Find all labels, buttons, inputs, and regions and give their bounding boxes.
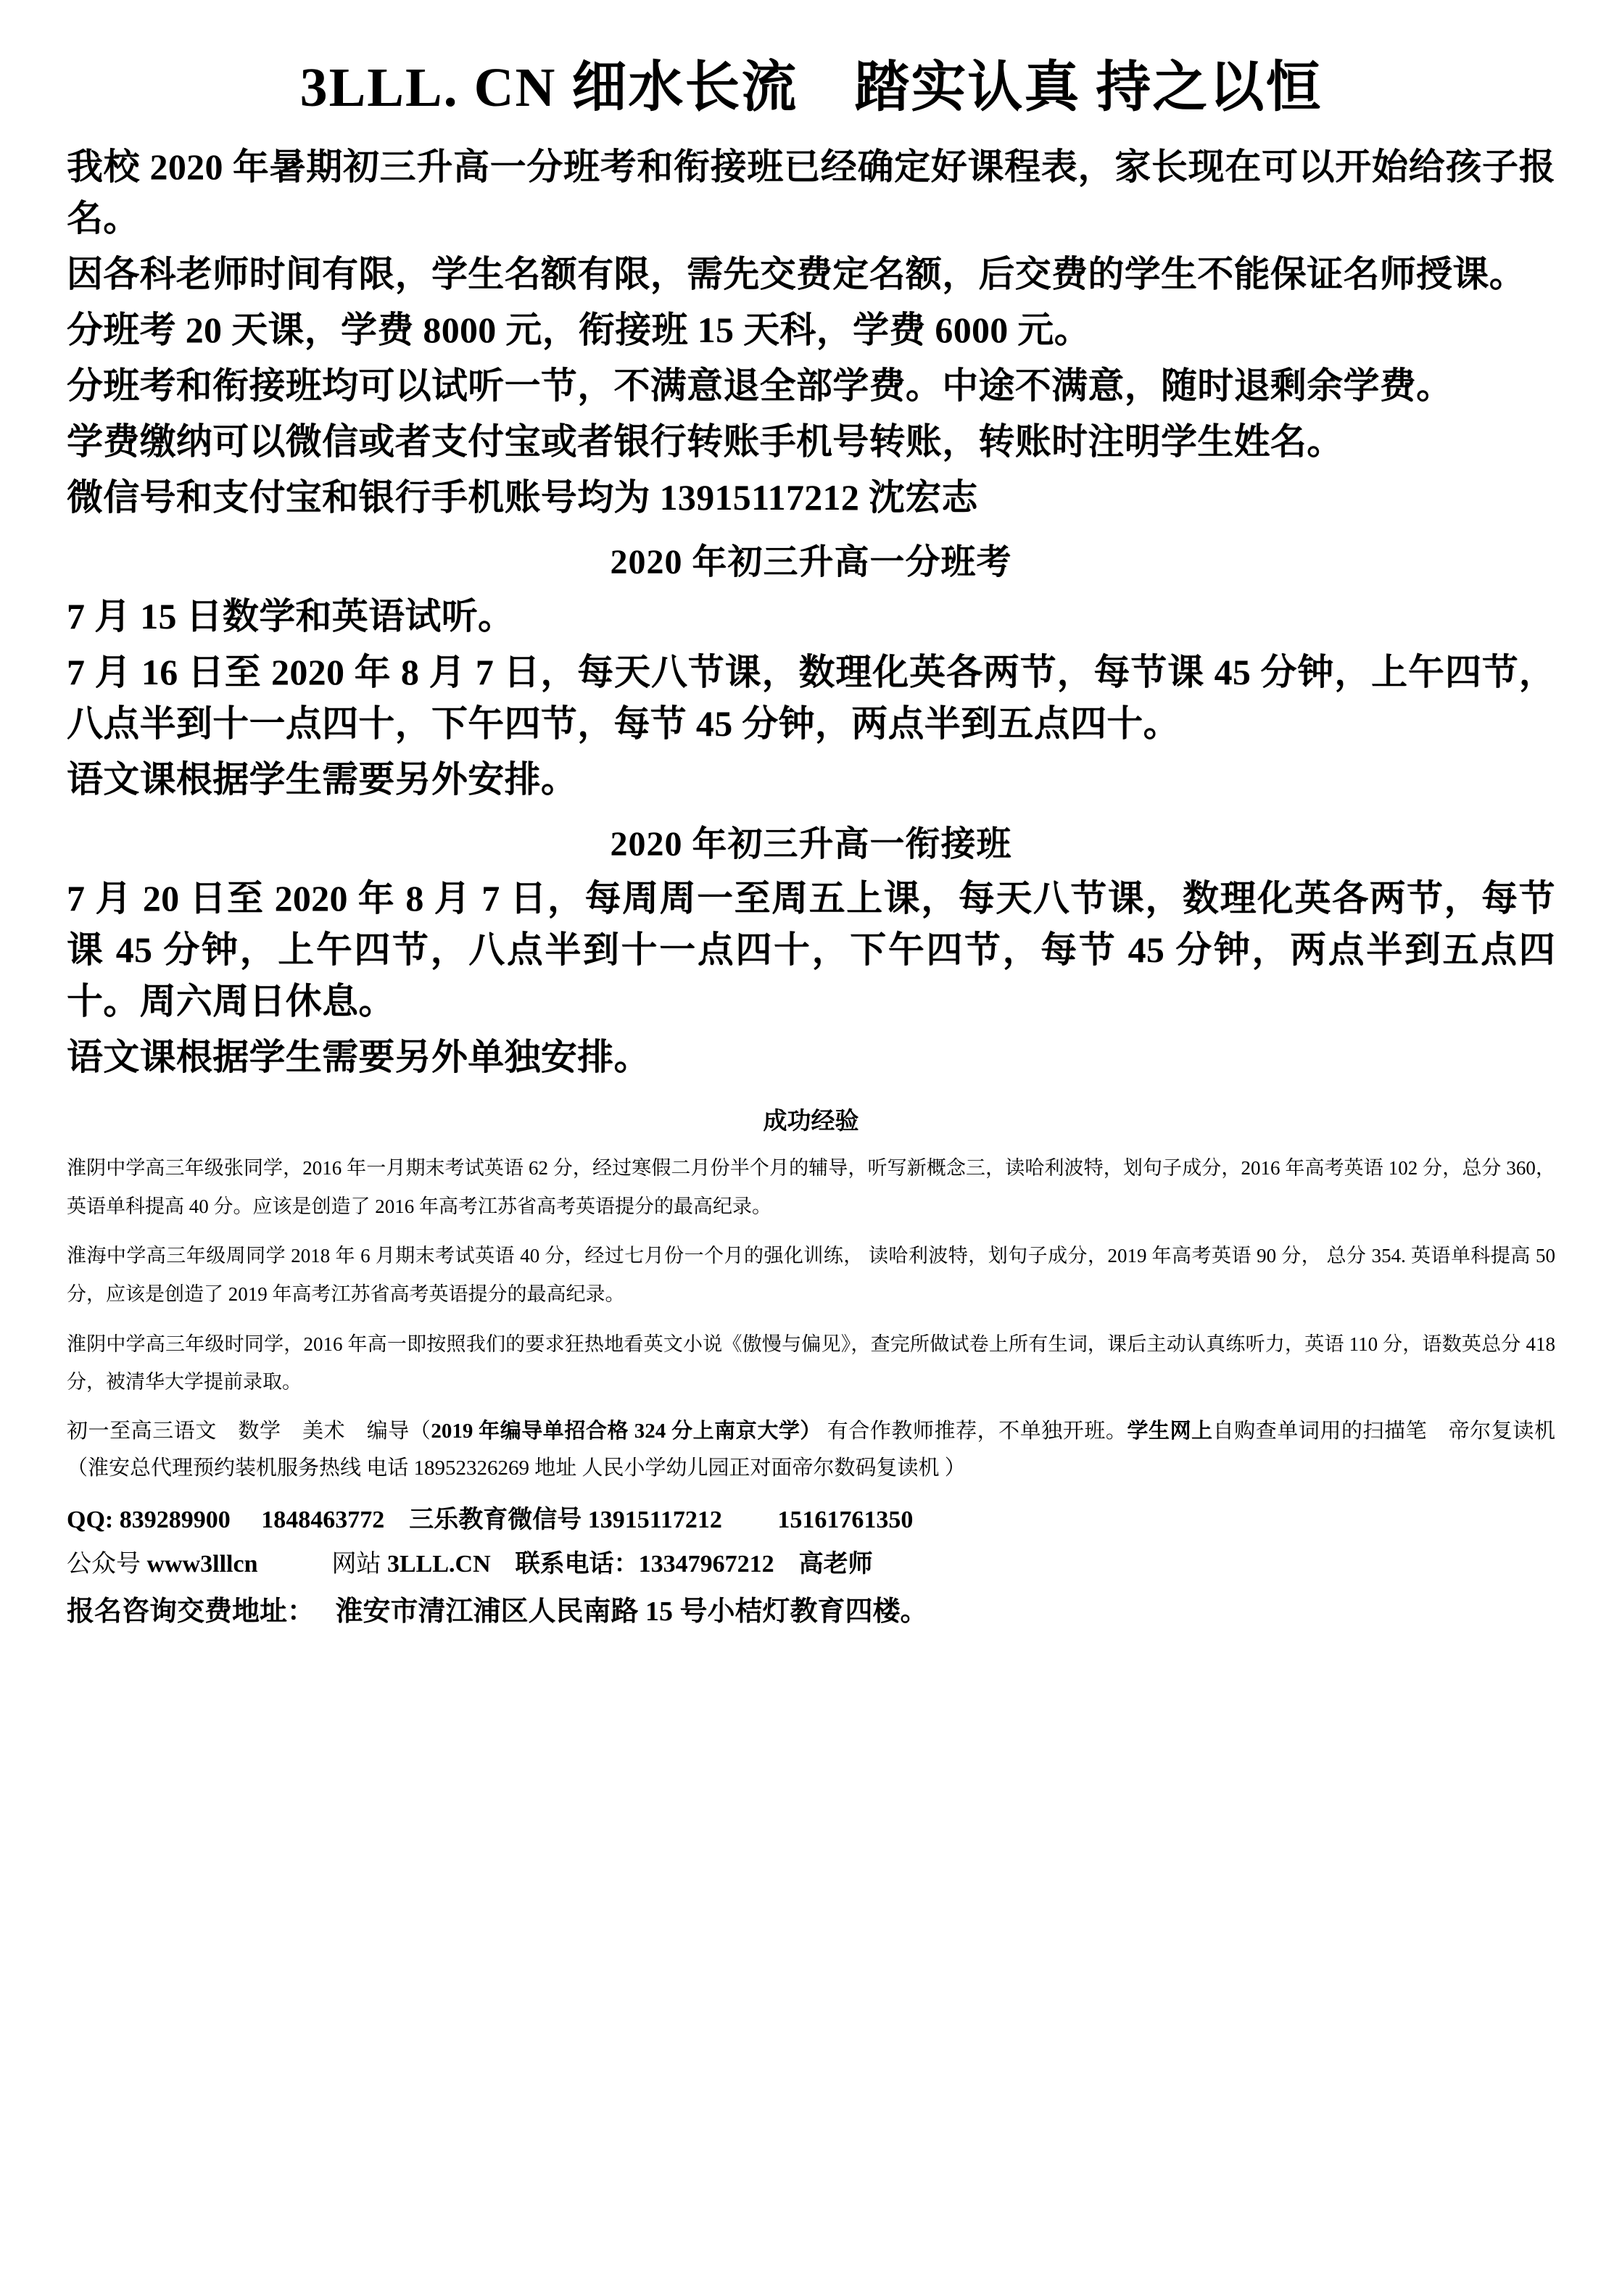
phone-label: 联系电话： <box>490 1550 639 1578</box>
payment-account-paragraph: 微信号和支付宝和银行手机账号均为 13915117212 沈宏志 <box>67 477 978 518</box>
success-story-1: 淮阴中学高三年级张同学，2016 年一月期末考试英语 62 分，经过寒假二月份半个月的辅导，听写新概念三，读哈利波特，划句子成分，2016 年高考英语 102 分，总分 360， 英语单科提高 40 分。应该是创造了 2016 年高考江苏省高考英语提分的最高纪录。 <box>67 1157 1555 1217</box>
courses-note-text-2: 有合作教师推荐，不单独开班。 <box>821 1419 1127 1443</box>
phone-value: 13347967212 <box>638 1550 774 1578</box>
intro-paragraph-2: 因各科老师时间有限，学生名额有限，需先交费定名额，后交费的学生不能保证名师授课。 <box>67 254 1526 294</box>
website-label: 网站 <box>257 1550 387 1578</box>
public-account-value: www3lllcn <box>146 1550 258 1578</box>
placement-schedule-line-3: 语文课根据学生需要另外安排。 <box>67 759 578 800</box>
section-heading-success-stories: 成功经验 <box>763 1108 859 1135</box>
trial-refund-paragraph: 分班考和衔接班均可以试听一节，不满意退全部学费。中途不满意，随时退剩余学费。 <box>67 365 1453 406</box>
fee-paragraph: 分班考 20 天课，学费 8000 元，衔接班 15 天科，学费 6000 元。 <box>67 310 1091 350</box>
bridge-schedule-line-1: 7 月 20 日至 2020 年 8 月 7 日，每周周一至周五上课，每天八节课，数理化英各两节，每节课 45 分钟，上午四节，八点半到十一点四十，下午四节，每节 45 分钟，两点半到五点四十。周六周日休息。 <box>67 878 1555 1021</box>
success-story-2: 淮海中学高三年级周同学 2018 年 6 月期末考试英语 40 分，经过七月份一个月的强化训练， 读哈利波特，划句子成分，2019 年高考英语 90 分， 总分 354. 英语单科提高 50 分，应该是创造了 2019 年高考江苏省高考英语提分的最高纪录。 <box>67 1245 1555 1305</box>
courses-note-highlight: 2019 年编导单招合格 324 分上南京大学） <box>431 1419 822 1443</box>
teacher-name: 高老师 <box>774 1550 873 1578</box>
section-heading-bridge-class: 2020 年初三升高一衔接班 <box>610 825 1012 863</box>
page-title: 3LLL. CN 细水长流 踏实认真 持之以恒 <box>299 57 1323 118</box>
intro-paragraph-1: 我校 2020 年暑期初三升高一分班考和衔接班已经确定好课程表，家长现在可以开始给孩子报名。 <box>67 146 1555 239</box>
success-story-3: 淮阴中学高三年级时同学，2016 年高一即按照我们的要求狂热地看英文小说《傲慢与偏见》，查完所做试卷上所有生词，课后主动认真练听力，英语 110 分，语数英总分 418 分，被清华大学提前录取。 <box>67 1333 1555 1393</box>
scanner-note-highlight: 学生网上 <box>1127 1419 1213 1443</box>
section-heading-placement-exam: 2020 年初三升高一分班考 <box>610 543 1012 581</box>
scanner-note-text: 自购查单词用的扫描笔 帝尔复读机（淮安总代理预约装机服务热线 电话 18952326269 地址 人民小学幼儿园正对面帝尔数码复读机 ） <box>67 1419 1555 1480</box>
courses-and-scanner-note <box>67 1413 1555 1487</box>
public-account-label: 公众号 <box>67 1550 147 1578</box>
registration-address-line: 报名咨询交费地址： 淮安市清江浦区人民南路 15 号小桔灯教育四楼。 <box>67 1596 928 1628</box>
website-contact-line <box>67 1545 1555 1584</box>
placement-schedule-line-1: 7 月 15 日数学和英语试听。 <box>67 596 515 637</box>
courses-note-text: 初一至高三语文 数学 美术 编导（ <box>67 1419 431 1443</box>
bridge-schedule-line-2: 语文课根据学生需要另外单独安排。 <box>67 1037 650 1077</box>
placement-schedule-line-2: 7 月 16 日至 2020 年 8 月 7 日，每天八节课，数理化英各两节，每节课 45 分钟，上午四节，八点半到十一点四十，下午四节，每节 45 分钟，两点半到五点四十。 <box>67 652 1555 744</box>
website-value: 3LLL.CN <box>387 1550 491 1578</box>
payment-method-paragraph: 学费缴纳可以微信或者支付宝或者银行转账手机号转账，转账时注明学生姓名。 <box>67 421 1344 462</box>
qq-wechat-line: QQ: 839289900 1848463772 三乐教育微信号 13915117212 15161761350 <box>67 1507 914 1534</box>
spacer <box>67 1491 1555 1496</box>
